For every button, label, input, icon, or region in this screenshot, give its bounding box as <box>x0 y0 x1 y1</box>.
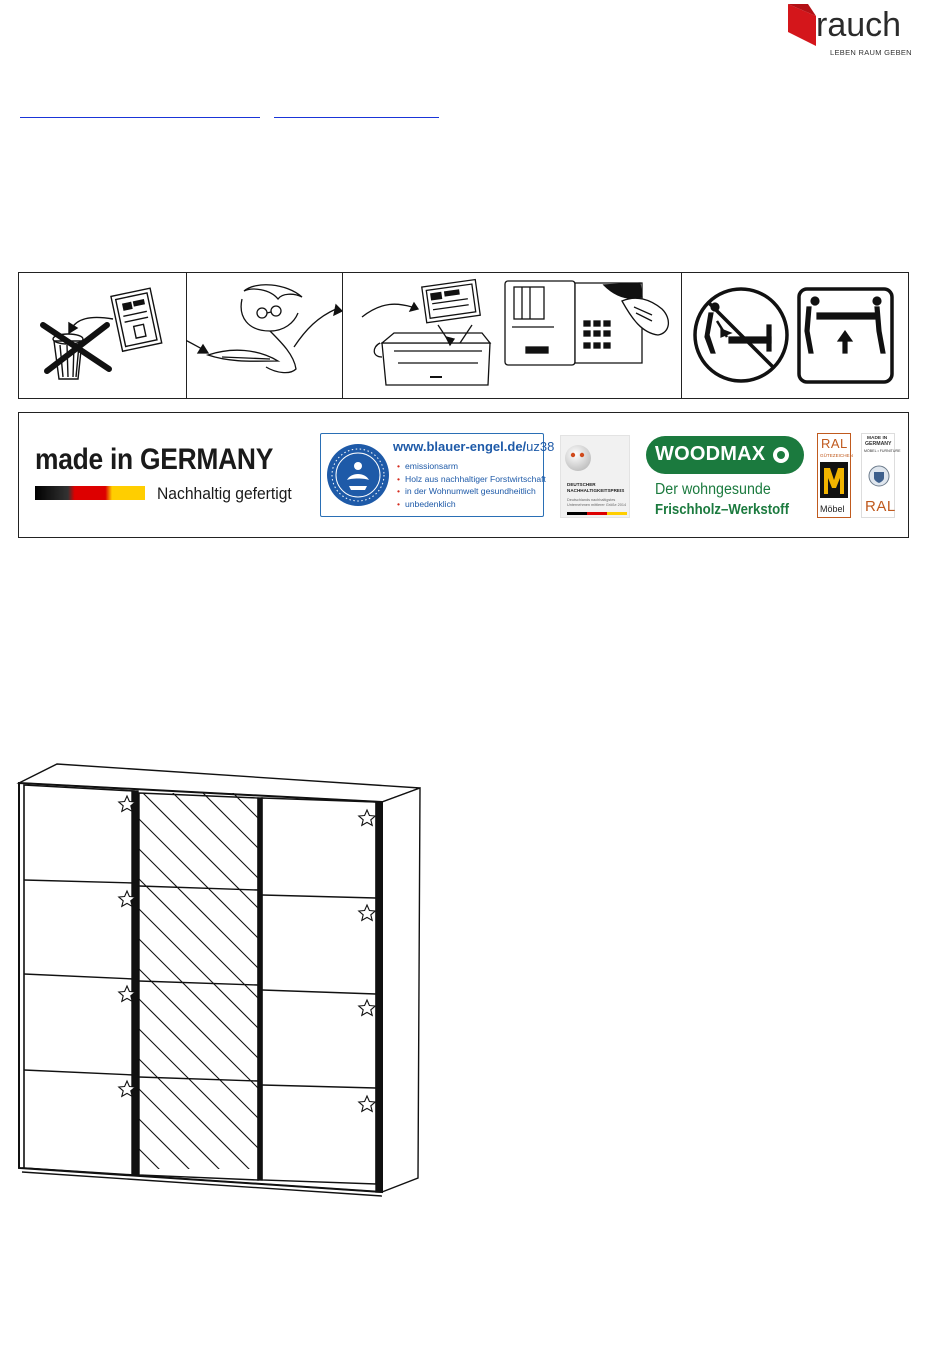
woodmax-line2: Frischholz–Werkstoff <box>655 501 789 518</box>
nachhaltigkeitspreis-title-line2: NACHHALTIGKEITSPREIS <box>567 487 625 493</box>
ral-moebel-m-icon <box>820 462 848 498</box>
blauer-engel-point: • in der Wohnumwelt gesundheitlich <box>397 485 546 498</box>
brand-tagline: LEBEN RAUM GEBEN <box>830 48 912 57</box>
brand-name: rauch <box>816 6 902 44</box>
read-instructions-icon <box>186 273 342 398</box>
nachhaltigkeitspreis-badge <box>560 435 630 518</box>
made-in-germany-title: made in GERMANY <box>35 443 274 476</box>
pictogram-panel-read <box>186 273 343 398</box>
ral-mig-line3: MÖBEL • FURNITURE <box>864 449 901 453</box>
ral-moebel-seal <box>817 433 851 518</box>
nachhaltigkeitspreis-note-line2: Unternehmen mittlerer Größe 2014 <box>567 502 627 507</box>
blauer-engel-url[interactable] <box>393 439 554 454</box>
blauer-engel-url-domain: www.blauer-engel.de/ <box>393 439 527 454</box>
ral-mig-seal <box>861 433 901 518</box>
nachhaltigkeitspreis-title-line1: DEUTSCHER <box>567 482 596 487</box>
ral-mig-word: RAL <box>865 498 896 515</box>
blauer-engel-point: • Holz aus nachhaltiger Forstwirtschaft <box>397 473 546 486</box>
blauer-engel-badge <box>320 433 555 517</box>
ral-mig-shield-icon <box>866 464 892 488</box>
blauer-engel-point: • emissionsarm <box>397 460 546 473</box>
link-underline-secondary[interactable] <box>274 101 439 118</box>
blauer-engel-seal-icon <box>325 438 391 512</box>
woodmax-dot-icon <box>773 447 789 463</box>
lift-do-not-drag-icon <box>681 273 908 398</box>
rauch-logo <box>786 2 910 60</box>
keep-instructions-icon <box>342 273 681 398</box>
blauer-engel-url-code: uz38 <box>526 439 555 454</box>
nachhaltigkeitspreis-flag-icon <box>567 512 627 515</box>
ral-moebel-label: Möbel <box>820 504 845 514</box>
woodmax-brand: WOODMAX <box>655 443 766 465</box>
instruction-pictogram-strip <box>18 272 909 399</box>
do-not-discard-instructions-icon <box>19 273 186 398</box>
blauer-engel-points <box>397 460 546 510</box>
pictogram-panel-keep <box>342 273 682 398</box>
pictogram-panel-do-not-discard <box>19 273 187 398</box>
nachhaltigkeitspreis-note-line1: Deutschlands nachhaltigstes <box>567 498 616 502</box>
link-underline-primary[interactable] <box>20 101 260 118</box>
ral-mig-line1: MADE IN <box>867 436 888 441</box>
wardrobe-three-doors-center-mirror-icon <box>0 740 440 1210</box>
certification-banner <box>18 412 909 538</box>
made-in-germany-subtitle: Nachhaltig gefertigt <box>157 484 292 503</box>
ral-label: GÜTEZEICHEN <box>820 453 853 458</box>
woodmax-line1: Der wohngesunde <box>655 481 771 498</box>
nachhaltigkeitspreis-note <box>567 498 626 507</box>
blauer-engel-point: • unbedenklich <box>397 498 546 511</box>
german-flag-stripe-icon <box>35 486 145 500</box>
pictogram-panel-lift <box>681 273 908 398</box>
ral-word: RAL <box>821 436 848 451</box>
ral-mig-line2: GERMANY <box>865 441 892 447</box>
nachhaltigkeitspreis-title <box>567 482 624 493</box>
nachhaltigkeitspreis-trophy-icon <box>561 436 631 480</box>
